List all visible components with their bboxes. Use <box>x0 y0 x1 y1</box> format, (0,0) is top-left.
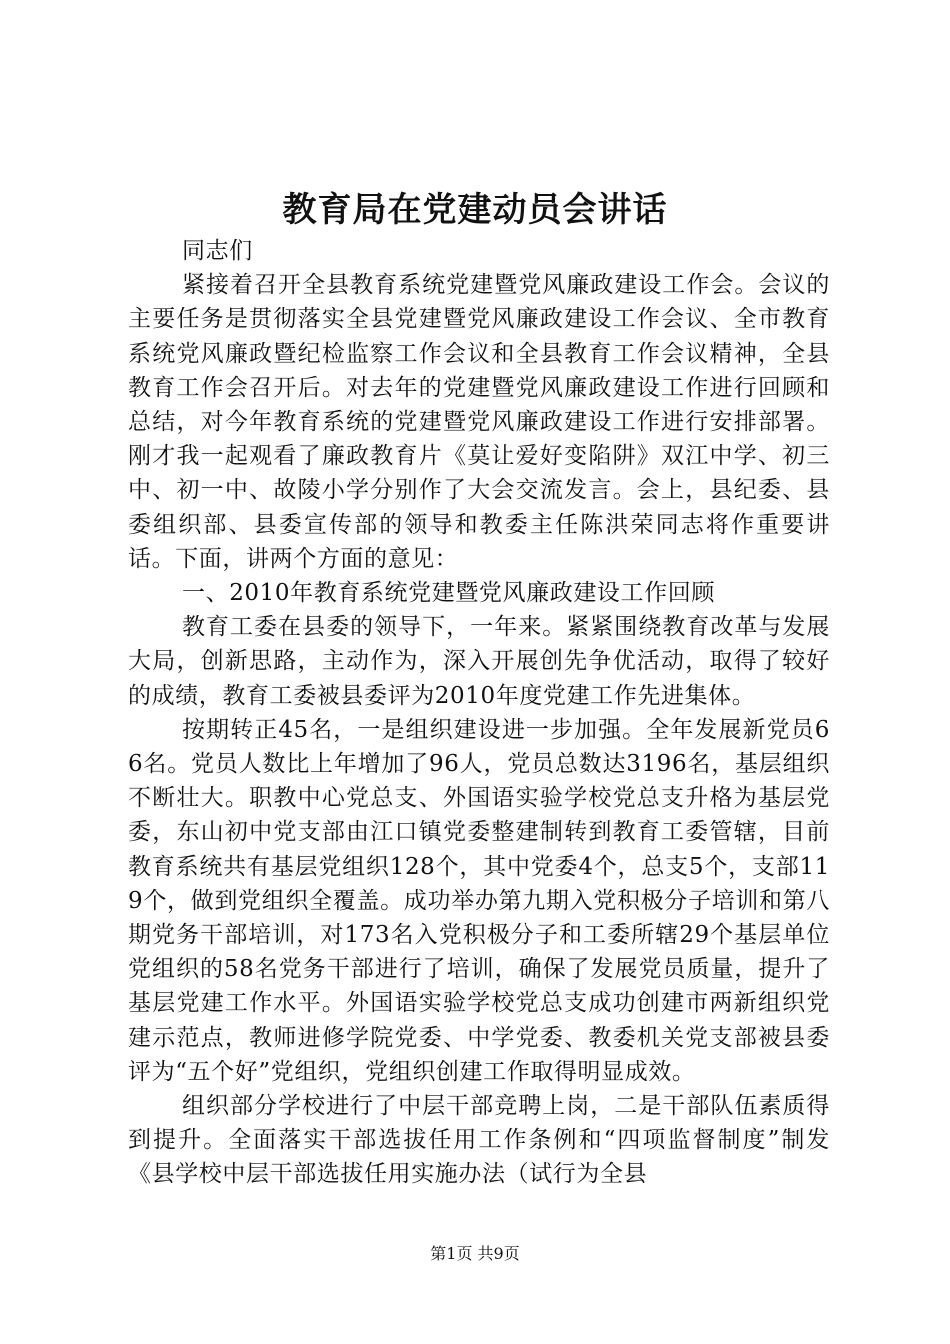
document-title: 教育局在党建动员会讲话 <box>282 190 668 230</box>
body-paragraph: 教育工委在县委的领导下，一年来。紧紧围绕教育改革与发展大局，创新思路，主动作为，深入开展创先争优活动，取得了较好的成绩，教育工委被县委评为2010年度党建工作先进集体。 <box>128 614 830 709</box>
document-body <box>128 234 830 1192</box>
intro-paragraph: 紧接着召开全县教育系统党建暨党风廉政建设工作会。会议的主要任务是贯彻落实全县党建暨党风廉政建设工作会议、全市教育系统党风廉政暨纪检监察工作会议和全县教育工作会议精神，全县教育工作会召开后。对去年的党建暨党风廉政建设工作进行回顾和总结，对今年教育系统的党建暨党风廉政建设工作进行安排部署。刚才我一起观看了廉政教育片《莫让爱好变陷阱》双江中学、初三中、初一中、故陵小学分别作了大会交流发言。会上，县纪委、县委组织部、县委宣传部的领导和教委主任陈洪荣同志将作重要讲话。下面，讲两个方面的意见： <box>128 272 830 572</box>
page-number-footer: 第1页 共9页 <box>430 1244 520 1263</box>
body-paragraph: 按期转正45名，一是组织建设进一步加强。全年发展新党员66名。党员人数比上年增加了96人，党员总数达3196名，基层组织不断壮大。职教中心党总支、外国语实验学校党总支升格为基层党委，东山初中党支部由江口镇党委整建制转到教育工委管辖，目前教育系统共有基层党组织128个，其中党委4个，总支5个，支部119个，做到党组织全覆盖。成功举办第九期入党积极分子培训和第八期党务干部培训，对173名入党积极分子和工委所辖29个基层单位党组织的58名党务干部进行了培训，确保了发展党员质量，提升了基层党建工作水平。外国语实验学校党总支成功创建市两新组织党建示范点，教师进修学院党委、中学党委、教委机关党支部被县委评为“五个好”党组织，党组织创建工作取得明显成效。 <box>128 716 830 1085</box>
body-paragraph: 组织部分学校进行了中层干部竞聘上岗，二是干部队伍素质得到提升。全面落实干部选拔任用工作条例和“四项监督制度”制发《县学校中层干部选拔任用实施办法（试行为全县 <box>128 1093 830 1188</box>
salutation: 同志们 <box>182 238 253 264</box>
section-heading: 一、2010年教育系统党建暨党风廉政建设工作回顾 <box>182 580 715 607</box>
